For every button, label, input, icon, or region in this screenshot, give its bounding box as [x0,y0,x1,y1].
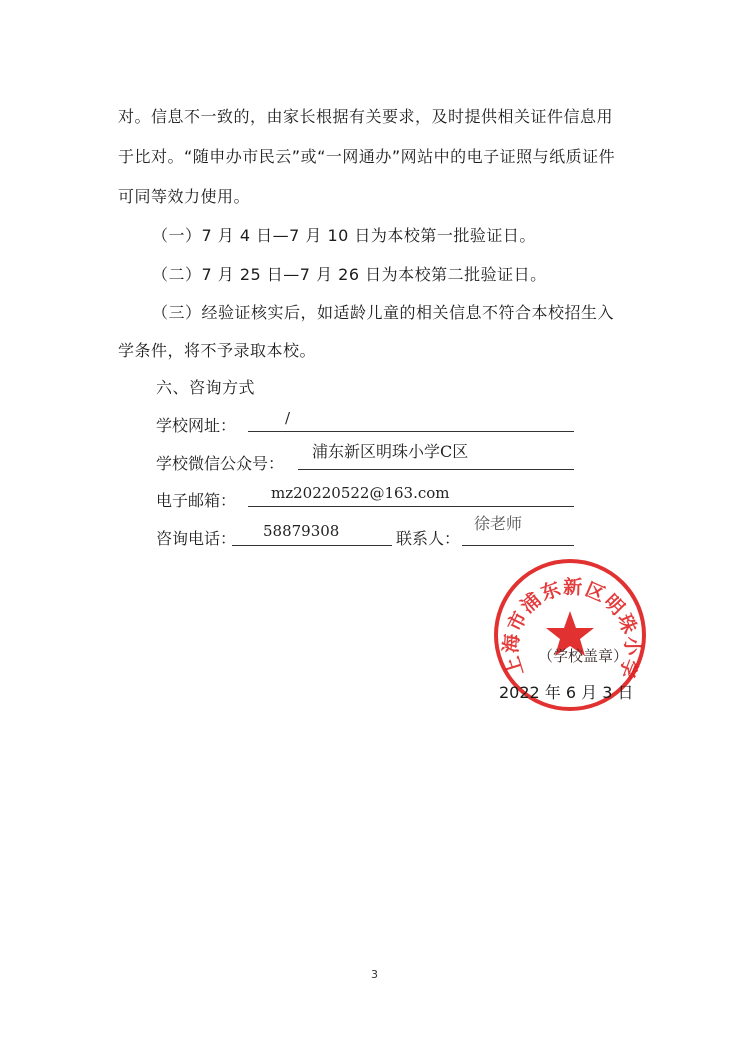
website-label: 学校网址： [156,416,237,435]
body-line-6: （三）经验证核实后，如适龄儿童的相关信息不符合本校招生入 [152,303,615,322]
email-underline [248,506,574,507]
body-line-3: 可同等效力使用。 [118,187,251,206]
email-value: mz20220522@163.com [271,484,450,502]
page-number: 3 [371,968,378,981]
phone-label: 咨询电话： [156,529,237,548]
seal-caption: （学校盖章） [538,647,629,665]
body-line-7: 学条件，将不予录取本校。 [118,341,317,360]
body-line-4: （一）7 月 4 日—7 月 10 日为本校第一批验证日。 [152,226,536,245]
body-line-1: 对。信息不一致的，由家长根据有关要求，及时提供相关证件信息用 [118,107,614,126]
contact-label: 联系人： [396,529,461,548]
website-value: / [285,409,291,427]
body-line-5: （二）7 月 25 日—7 月 26 日为本校第二批验证日。 [152,265,547,284]
phone-value: 58879308 [263,522,340,540]
phone-underline [232,545,392,546]
website-underline [248,431,574,432]
wechat-underline [298,469,574,470]
email-label: 电子邮箱： [156,491,237,510]
document-date: 2022 年 6 月 3 日 [499,683,634,702]
contact-underline [462,545,574,546]
contact-value: 徐老师 [474,514,523,533]
body-line-2: 于比对。“随申办市民云”或“一网通办”网站中的电子证照与纸质证件 [118,147,616,166]
section-heading: 六、咨询方式 [156,378,256,397]
seal-text: 上海市浦东新区明珠小学 [500,576,643,683]
wechat-value: 浦东新区明珠小学C区 [312,442,469,461]
wechat-label: 学校微信公众号： [156,454,285,473]
